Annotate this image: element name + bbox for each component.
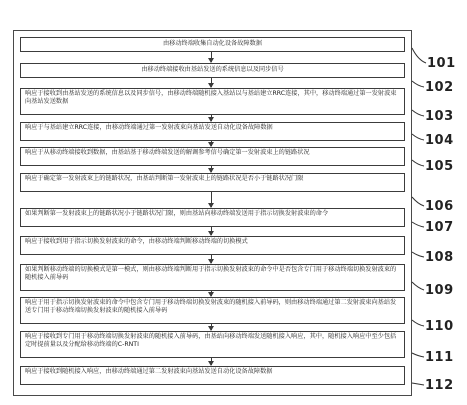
leader-106 (412, 197, 424, 206)
leader-109 (412, 282, 424, 290)
ref-111: 111 (425, 350, 454, 365)
ref-105: 105 (425, 159, 454, 174)
step-104-text: 响应于与基站建立RRC连接，由移动终端通过第一发射波束向基站发送自动化设备故障数据 (25, 124, 273, 131)
ref-103: 103 (425, 109, 454, 124)
step-101-text: 由移动终端收集自动化设备故障数据 (163, 40, 262, 48)
step-107-text: 如果判断第一发射波束上的链路状况小于链路状况门限，则由基站向移动终端发送用于指示切换发射波束的命令 (25, 210, 329, 217)
leader-108 (412, 252, 424, 257)
step-105-text: 响应于从移动终端接收到数据，由基站基于移动终端发送的解调参考信号确定第一发射波束上的链路状况 (25, 149, 310, 156)
leader-104 (412, 134, 424, 140)
step-110-text: 响应于用于指示切换发射波束的命令中包含专门用于移动终端切换发射波束的随机接入前导码，则由移动终端通过第二发射波束向基站发送专门用于移动终端切换发射波束的随机接入前导码 (25, 299, 397, 315)
step-112-text: 响应于接收到随机接入响应，由移动终端通过第二发射波束向基站发送自动化设备故障数据 (25, 368, 273, 375)
step-103-text: 响应于接收到由基站发送的系统信息以及同步信号，由移动终端随机接入基站以与基站建立RRC连接，其中，移动终端通过第一发射波束向基站发送数据 (25, 90, 397, 106)
ref-109: 109 (425, 283, 454, 298)
ref-106: 106 (425, 199, 454, 214)
ref-110: 110 (425, 319, 454, 334)
leader-107 (412, 222, 424, 227)
step-108-text: 响应于接收到用于指示切换发射波束的命令，由移动终端判断移动终端的切换模式 (25, 238, 248, 245)
leader-110 (412, 320, 424, 326)
leader-105 (412, 160, 424, 166)
step-102-text: 由移动终端接收由基站发送的系统信息以及同步信号 (141, 66, 284, 74)
step-111-text: 响应于接收到专门用于移动终端切换发射波束的随机接入前导码，由基站向移动终端发送随机接入响应，其中，随机接入响应中至少包括定时提前量以及分配给移动终端的C-RNTI (25, 333, 397, 349)
leader-111 (412, 353, 424, 357)
ref-112: 112 (425, 378, 454, 393)
ref-104: 104 (425, 133, 454, 148)
ref-102: 102 (425, 80, 454, 95)
ref-107: 107 (425, 220, 454, 235)
step-109-text: 如果判断移动终端的切换模式是第一模式，则由移动终端判断用于指示切换发射波束的命令中是否包含专门用于移动终端切换发射波束的随机接入前导码 (25, 266, 397, 282)
ref-101: 101 (427, 56, 456, 71)
leader-101 (412, 48, 426, 63)
leader-103 (412, 110, 424, 116)
leader-112 (412, 383, 424, 385)
step-106-text: 响应于确定第一发射波束上的链路状况，由基站判断第一发射波束上的链路状况是否小于链路状况门限 (25, 175, 304, 182)
ref-108: 108 (425, 250, 454, 265)
leader-102 (412, 81, 424, 87)
